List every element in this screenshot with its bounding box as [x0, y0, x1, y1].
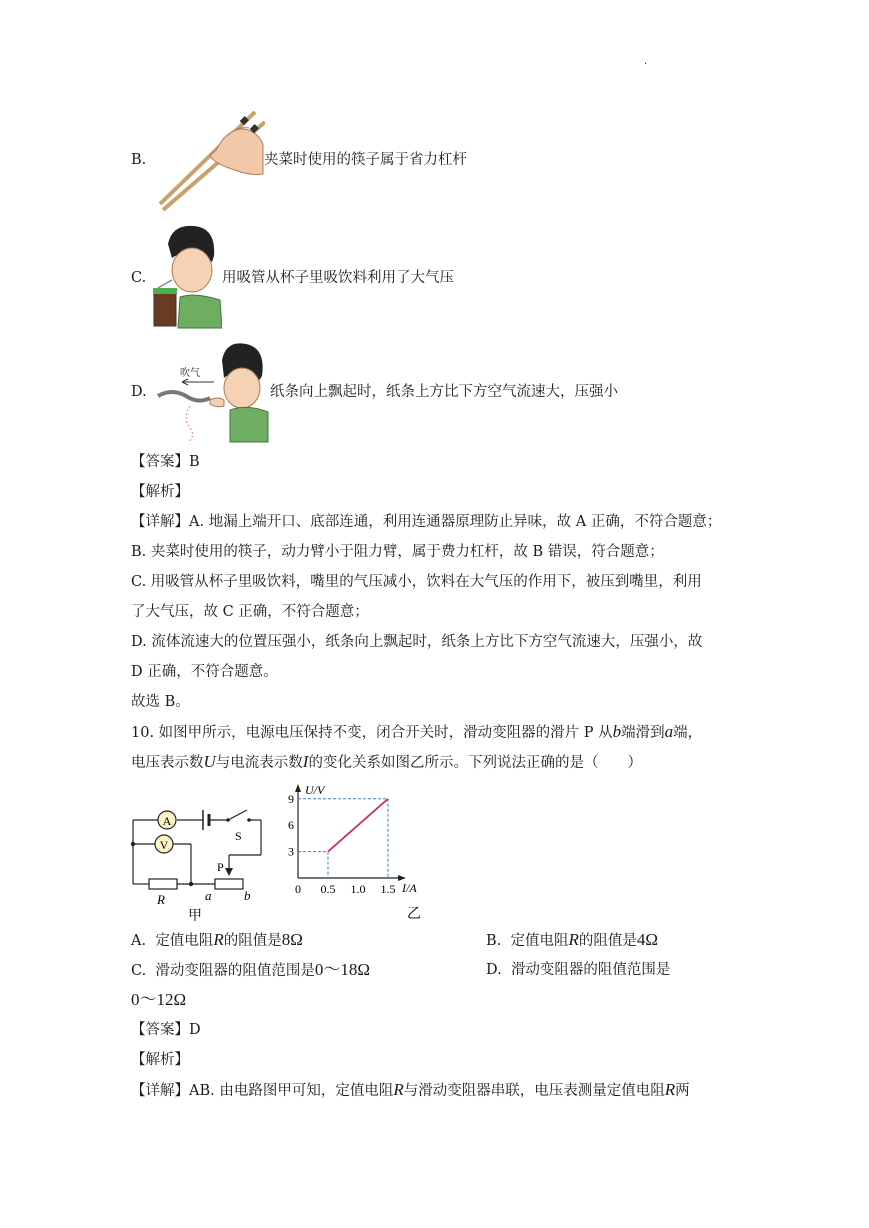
- explanation: 【详解】AB. 由电路图甲可知，定值电阻R与滑动变阻器串联，电压表测量定值电阻R两: [131, 1080, 690, 1099]
- explanation-line: C. 用吸管从杯子里吸饮料，嘴里的气压减小，饮料在大气压的作用下，被压到嘴里，利用: [131, 574, 702, 590]
- y-axis: [295, 784, 301, 878]
- ammeter-icon: [158, 811, 176, 829]
- y-tick-label: 6: [288, 818, 294, 833]
- y-tick-label: 3: [288, 844, 294, 859]
- resistor-label: R: [157, 892, 165, 907]
- conclusion-prev: 故选 B。: [131, 694, 190, 710]
- explanation-line: D. 流体流速大的位置压强小，纸条向上飘起时，纸条上方比下方空气流速大，压强小，故: [131, 634, 703, 650]
- question-10-line1: 10. 如图甲所示，电源电压保持不变，闭合开关时，滑动变阻器的滑片 P 从b端滑到a端，: [131, 722, 703, 741]
- explanation-line: B. 夹菜时使用的筷子，动力臂小于阻力臂，属于费力杠杆，故 B 错误，符合题意；: [131, 544, 664, 560]
- option-text: 用吸管从杯子里吸饮料利用了大气压: [222, 270, 454, 286]
- circuit-caption: 甲: [188, 909, 202, 924]
- answer: 【答案】D: [131, 1022, 201, 1038]
- svg-text:A: A: [162, 814, 172, 828]
- explanation-line: 了大气压，故 C 正确，不符合题意；: [131, 604, 369, 620]
- var-b: b: [612, 722, 622, 741]
- y-tick-label: 9: [288, 791, 294, 806]
- option-text: 纸条向上飘起时，纸条上方比下方空气流速大，压强小: [270, 384, 618, 400]
- x-tick-label: 0: [295, 882, 301, 896]
- var-I: I: [302, 752, 309, 771]
- x-axis: [298, 875, 406, 881]
- end-a-label: a: [205, 888, 212, 903]
- blow-caption: 吹气: [180, 368, 200, 379]
- slider-label: P: [217, 860, 224, 874]
- var-a: a: [664, 722, 674, 741]
- chopsticks-hand-image: [155, 104, 265, 216]
- choice-c[interactable]: C. 滑动变阻器的阻值范围是0～18Ω: [131, 960, 371, 979]
- boy-drinking-image: [150, 222, 222, 330]
- header-dot: .: [644, 56, 648, 67]
- voltmeter-icon: [155, 835, 173, 853]
- y-axis-label: U/V: [305, 783, 325, 797]
- end-b-label: b: [244, 888, 251, 903]
- option-label: C.: [131, 270, 147, 286]
- analysis-title-prev: 【解析】: [131, 484, 189, 500]
- choice-d[interactable]: D. 滑动变阻器的阻值范围是: [486, 962, 671, 978]
- switch-label: S: [235, 829, 242, 843]
- option-label: B.: [131, 152, 147, 168]
- graph-caption: 乙: [407, 907, 421, 922]
- choice-d-value: 0～12Ω: [131, 990, 187, 1009]
- option-text: 夹菜时使用的筷子属于省力杠杆: [264, 152, 467, 168]
- x-tick-label: 1.0: [350, 882, 366, 896]
- explanation-line: 【详解】A. 地漏上端开口、底部连通，利用连通器原理防止异味，故 A 正确，不符合题意；: [131, 514, 722, 530]
- svg-text:V: V: [159, 838, 169, 852]
- answer-prev: 【答案】B: [131, 454, 200, 470]
- u-i-graph: [285, 780, 430, 925]
- choice-b[interactable]: B. 定值电阻R的阻值是4Ω: [486, 930, 659, 949]
- option-label: D.: [131, 384, 147, 400]
- x-axis-label: I/A: [402, 881, 417, 895]
- analysis-title: 【解析】: [131, 1052, 189, 1068]
- var-U: U: [203, 752, 216, 771]
- choice-a[interactable]: A. 定值电阻R的阻值是8Ω: [131, 930, 303, 949]
- circuit-diagram: [125, 800, 275, 925]
- boy-blowing-image: [152, 340, 270, 444]
- question-10-line2: 电压表示数U与电流表示数I的变化关系如图乙所示。下列说法正确的是（ ）: [131, 752, 642, 771]
- explanation-line: D 正确，不符合题意。: [131, 664, 278, 680]
- x-tick-label: 0.5: [320, 882, 336, 896]
- data-line: [328, 799, 388, 852]
- x-tick-label: 1.5: [380, 882, 396, 896]
